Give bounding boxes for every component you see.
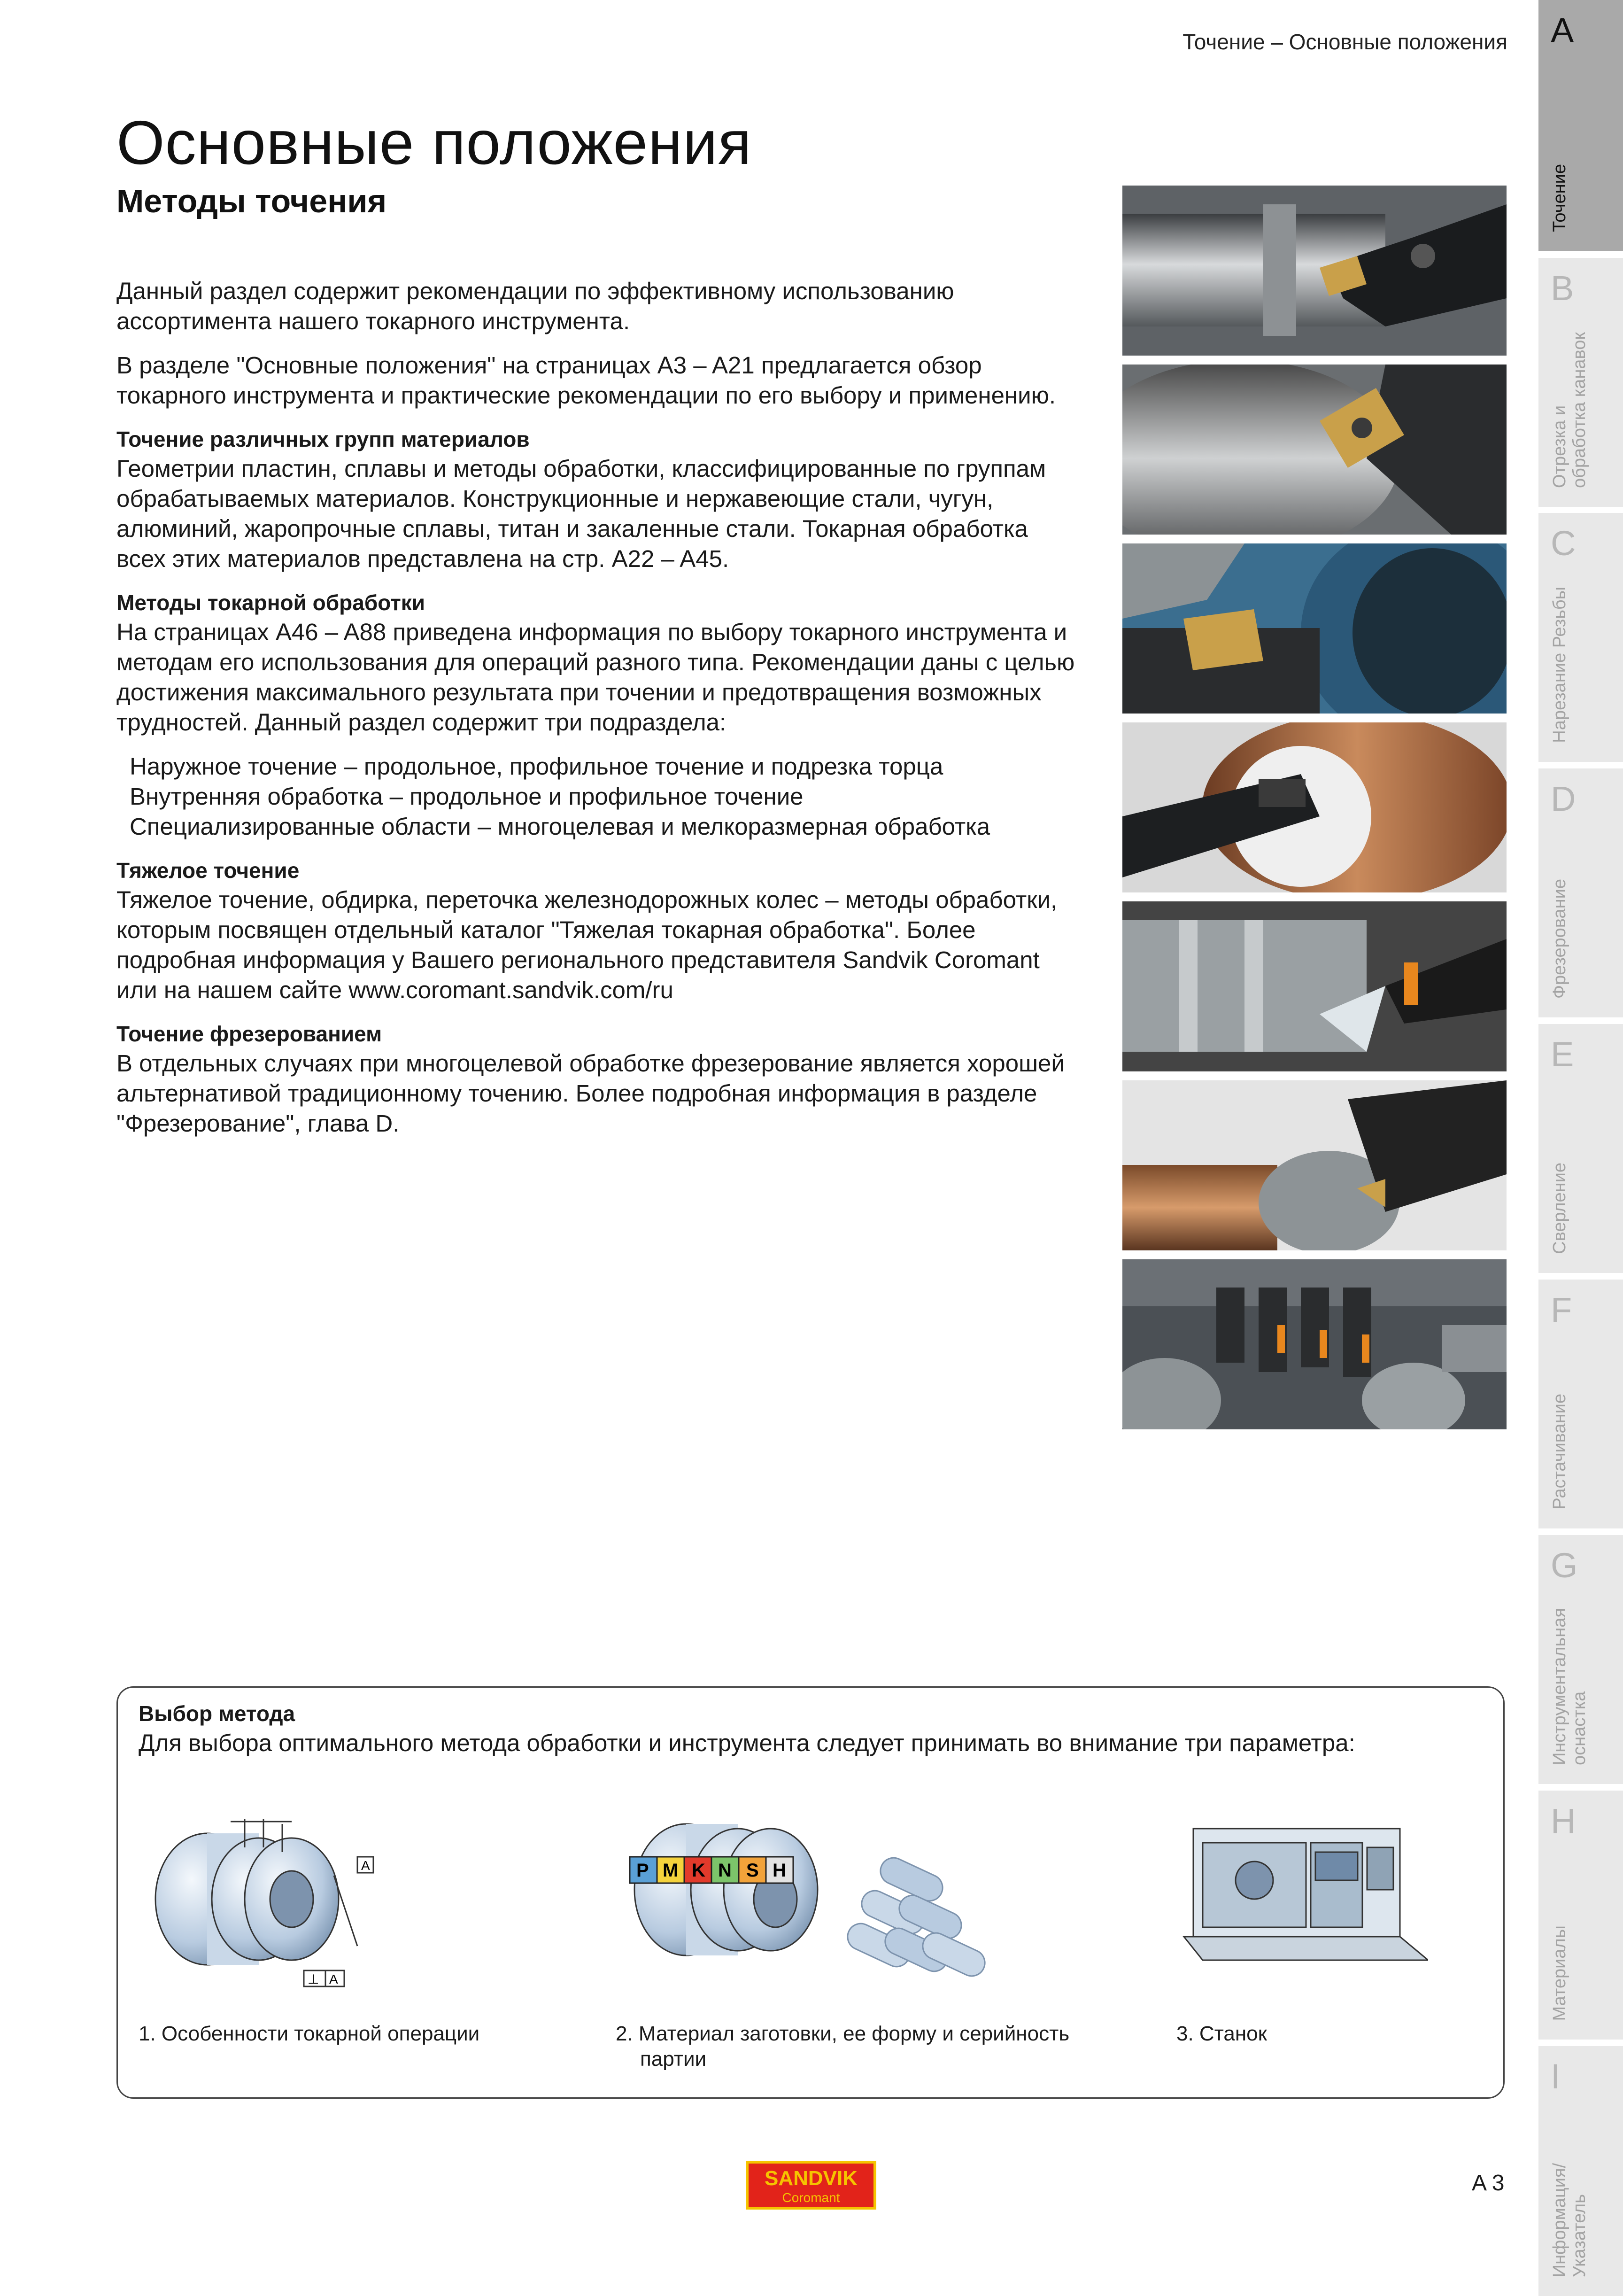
list-item: Внутренняя обработка – продольное и профильное точение — [130, 783, 804, 810]
photo-insert-closeup — [1122, 365, 1507, 535]
svg-text:⊥: ⊥ — [308, 1972, 319, 1986]
caption-material: 2. Материал заготовки, ее форму и серийность — [616, 2022, 1070, 2045]
tab-label: Сверление — [1550, 1163, 1569, 1254]
svg-text:K: K — [692, 1860, 705, 1881]
tab-label: Растачивание — [1550, 1394, 1569, 1510]
section-heading-heavy: Тяжелое точение — [116, 858, 300, 883]
page-title: Основные положения — [116, 108, 752, 177]
tab-letter: B — [1551, 269, 1574, 308]
intro-paragraph: Данный раздел содержит рекомендации по эффективному использованию ассортимента нашего токарного инструмента. — [116, 278, 954, 334]
sandvik-coromant-logo — [746, 2161, 876, 2210]
tab-letter: C — [1551, 524, 1576, 563]
section-text-turnmill: В отдельных случаях при многоцелевой обработке фрезерование является хорошей альтернативой традиционному точению. Более подробная информация в разделе "Фрезерование", глава D. — [116, 1050, 1065, 1137]
tab-letter: E — [1551, 1035, 1574, 1074]
photo-boring-copper — [1122, 722, 1507, 892]
section-heading-turnmill: Точение фрезерованием — [116, 1022, 382, 1046]
datum-label: A — [329, 1972, 338, 1986]
photo-internal-machining — [1122, 543, 1507, 714]
tab-drilling[interactable] — [1538, 1024, 1623, 1273]
tab-letter: H — [1551, 1801, 1576, 1840]
list-item: Специализированные области – многоцелевая и мелкоразмерная обработка — [130, 813, 990, 840]
tab-label: Точение — [1550, 164, 1569, 232]
material-codes — [630, 1857, 793, 1883]
section-text-methods: На страницах A46 – A88 приведена информация по выбору токарного инструмента и методам его использования для операций разного типа. Рекомендации даны с целью достижения максимального результата при точении и предотвращения возможных трудностей. Данный раздел содержит три подраздела: — [116, 619, 1075, 736]
running-header: Точение – Основные положения — [1182, 30, 1507, 54]
list-item: Наружное точение – продольное, профильное точение и подрезка торца — [130, 753, 943, 780]
datum-label: A — [361, 1858, 370, 1873]
workpiece-tolerance-illustration — [137, 1791, 400, 1998]
photo-column — [1122, 186, 1507, 1438]
tab-letter: I — [1551, 2057, 1561, 2096]
section-heading-methods: Методы токарной обработки — [116, 590, 425, 615]
tab-milling[interactable] — [1538, 768, 1623, 1017]
svg-text:Coromant: Coromant — [782, 2190, 840, 2205]
photo-small-part-turning — [1122, 1080, 1507, 1250]
svg-text:P: P — [636, 1860, 649, 1881]
box-title: Выбор метода — [139, 1701, 295, 1726]
svg-text:S: S — [746, 1860, 759, 1881]
photo-external-turning — [1122, 186, 1507, 356]
chapter-tabs — [1538, 0, 1623, 2296]
tab-tooling[interactable] — [1538, 1535, 1623, 1784]
page-subtitle: Методы точения — [116, 183, 387, 219]
tab-letter: D — [1551, 779, 1576, 818]
overview-paragraph: В разделе "Основные положения" на страницах A3 – A21 предлагается обзор токарного инструмента и практические рекомендации по его выбору и применению. — [116, 352, 1056, 409]
tab-turning[interactable] — [1538, 0, 1623, 251]
tab-label: Материалы — [1550, 1925, 1569, 2021]
tab-label: Информация/ Указатель — [1550, 2163, 1589, 2277]
section-heading-materials: Точение различных групп материалов — [116, 427, 530, 451]
tab-letter: F — [1551, 1290, 1572, 1329]
section-text-heavy: Тяжелое точение, обдирка, переточка железнодорожных колес – методы обработки, которым посвящен отдельный каталог "Тяжелая токарная обработка". Более подробная информация у Вашего регионального представителя Sandvik Coromant или на нашем сайте www.coromant.sandvik.com/ru — [116, 886, 1058, 1003]
method-selection-box — [116, 1686, 1505, 2099]
tab-threading[interactable] — [1538, 513, 1623, 762]
svg-text:N: N — [718, 1860, 732, 1881]
tab-info-index[interactable] — [1538, 2046, 1623, 2296]
workpiece-material-illustration — [616, 1786, 1038, 2002]
tab-boring[interactable] — [1538, 1280, 1623, 1528]
box-subtitle: Для выбора оптимального метода обработки и инструмента следует принимать во внимание три параметра: — [139, 1730, 1355, 1756]
tab-label: Инструментальная оснастка — [1550, 1607, 1589, 1765]
tab-parting-grooving[interactable] — [1538, 258, 1623, 507]
photo-multitask-machine — [1122, 1259, 1507, 1429]
section-text-materials: Геометрии пластин, сплавы и методы обработки, классифицированные по группам обрабатываемых материалов. Конструкционные и нержавеющие стали, чугун, алюминий, жаропрочные сплавы, титан и закаленные стали. Токарная обработка всех этих материалов представлена на стр. A22 – A45. — [116, 455, 1046, 572]
tab-label: Отрезка и обработка канавок — [1550, 332, 1589, 488]
tab-letter: G — [1551, 1546, 1578, 1585]
subsection-list — [130, 752, 1079, 842]
photo-coolant-turning — [1122, 901, 1507, 1071]
svg-text:H: H — [773, 1860, 786, 1881]
tab-materials[interactable] — [1538, 1791, 1623, 2040]
caption-material-cont: партии — [640, 2048, 707, 2071]
svg-text:M: M — [663, 1860, 679, 1881]
tab-label: Нарезание Резьбы — [1550, 587, 1569, 743]
tab-label: Фрезерование — [1550, 879, 1569, 999]
caption-machine: 3. Станок — [1176, 2022, 1267, 2045]
machine-illustration — [1175, 1819, 1428, 1979]
page-number: A 3 — [1472, 2171, 1505, 2195]
caption-operation: 1. Особенности токарной операции — [139, 2022, 480, 2045]
main-text — [116, 276, 1079, 1153]
tab-letter: A — [1551, 11, 1574, 50]
bar-stock-illustration — [843, 1854, 989, 1980]
svg-text:SANDVIK: SANDVIK — [764, 2167, 858, 2190]
